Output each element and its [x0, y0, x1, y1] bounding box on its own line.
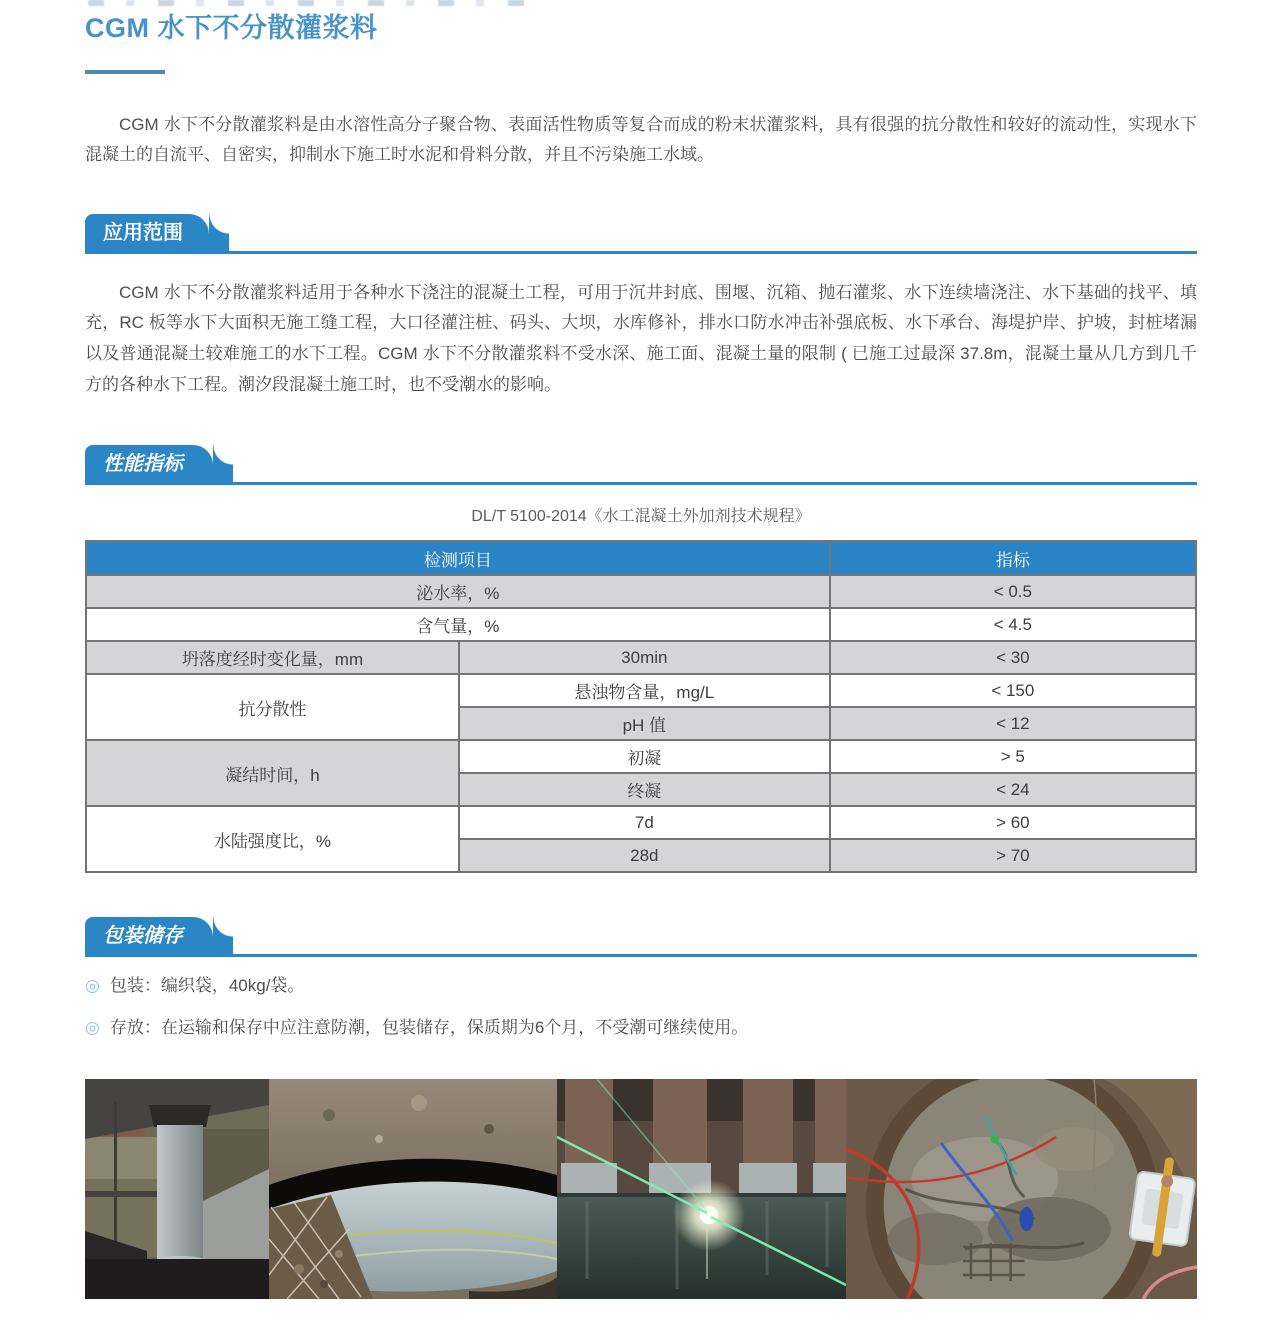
cell-strength-item: 水陆强度比，%	[86, 806, 459, 872]
site-photos-strip	[85, 1079, 1197, 1299]
performance-table	[85, 540, 1197, 873]
packaging-item-2	[85, 1016, 1197, 1041]
cell-bleeding-item: 泌水率，%	[86, 575, 830, 608]
cell-setting-item: 凝结时间，h	[86, 740, 459, 806]
cell-slump-condition: 30min	[459, 641, 830, 674]
table-row-setting-time-1	[86, 740, 1196, 773]
section-head-performance	[85, 445, 1197, 485]
cell-strength-val1: > 60	[830, 806, 1196, 839]
cell-anti-dispersion-val2: < 12	[830, 707, 1196, 740]
cell-setting-val2: < 24	[830, 773, 1196, 806]
cell-slump-value: < 30	[830, 641, 1196, 674]
photo-bridge-pier-repair	[85, 1079, 269, 1299]
application-paragraph: CGM 水下不分散灌浆料适用于各种水下浇注的混凝土工程，可用于沉井封底、围堰、沉箱、抛石灌浆、水下连续墙浇注、水下基础的找平、填充，RC 板等水下大面积无施工缝工程，大口径灌注桩、码头、大坝，水库修补，排水口防水冲击补强底板、水下承台、海堤护岸、护坡，封桩堵漏以及普通混凝土较难施工的水下工程。CGM 水下不分散灌浆料不受水深、施工面、混凝土量的限制 ( 已施工过最深 37.8m，混凝土量从几方到几千方的各种水下工程。潮汐段混凝土施工时，也不受潮水的影响。	[85, 282, 1197, 395]
table-header-item: 检测项目	[86, 541, 830, 575]
section-head-application	[85, 214, 1197, 254]
cropped-previous-content	[88, 0, 538, 6]
ring-bullet-icon: ◎	[85, 1017, 100, 1037]
cell-setting-sub2: 终凝	[459, 773, 830, 806]
ring-bullet-icon: ◎	[85, 976, 100, 996]
table-row-air-content	[86, 608, 1196, 641]
table-header-row	[86, 541, 1196, 575]
section-heading-performance: 性能指标	[85, 445, 213, 482]
title-underline	[85, 70, 165, 74]
section-heading-application: 应用范围	[85, 214, 209, 251]
table-row-slump-change	[86, 641, 1196, 674]
cell-anti-dispersion-sub2: pH 值	[459, 707, 830, 740]
packaging-item-2-text: 存放：在运输和保存中应注意防潮，包装储存，保质期为6个月，不受潮可继续使用。	[109, 1017, 749, 1037]
section-application	[85, 214, 1197, 402]
photo-underwater-night-piers	[557, 1079, 846, 1299]
photo-cofferdam-mud-pit	[846, 1079, 1197, 1299]
cell-strength-sub1: 7d	[459, 806, 830, 839]
table-row-anti-dispersion-1	[86, 674, 1196, 707]
packaging-item-1	[85, 974, 1197, 999]
cell-anti-dispersion-item: 抗分散性	[86, 674, 459, 740]
cell-strength-sub2: 28d	[459, 839, 830, 872]
section-packaging	[85, 917, 1197, 1040]
cell-setting-val1: > 5	[830, 740, 1196, 773]
cell-air-value: < 4.5	[830, 608, 1196, 641]
section-head-packaging	[85, 917, 1197, 957]
intro-paragraph: CGM 水下不分散灌浆料是由水溶性高分子聚合物、表面活性物质等复合而成的粉末状灌浆料，具有很强的抗分散性和较好的流动性，实现水下混凝土的自流平、自密实，抑制水下施工时水泥和骨料分散，并且不污染施工水域。	[85, 115, 1197, 164]
photo-pile-casing-closeup	[269, 1079, 557, 1299]
cell-bleeding-value: < 0.5	[830, 575, 1196, 608]
packaging-item-1-text: 包装：编织袋，40kg/袋。	[109, 976, 305, 996]
table-row-strength-ratio-1	[86, 806, 1196, 839]
table-row-bleeding	[86, 575, 1196, 608]
cell-slump-item: 坍落度经时变化量，mm	[86, 641, 459, 674]
cell-strength-val2: > 70	[830, 839, 1196, 872]
cell-anti-dispersion-sub1: 悬浊物含量，mg/L	[459, 674, 830, 707]
cell-air-item: 含气量，%	[86, 608, 830, 641]
page-title: CGM 水下不分散灌浆料	[85, 13, 378, 43]
section-performance	[85, 445, 1197, 873]
standard-reference: DL/T 5100-2014《水工混凝土外加剂技术规程》	[471, 508, 811, 526]
cell-setting-sub1: 初凝	[459, 740, 830, 773]
section-heading-packaging: 包装储存	[85, 917, 213, 954]
table-header-value: 指标	[830, 541, 1196, 575]
cell-anti-dispersion-val1: < 150	[830, 674, 1196, 707]
